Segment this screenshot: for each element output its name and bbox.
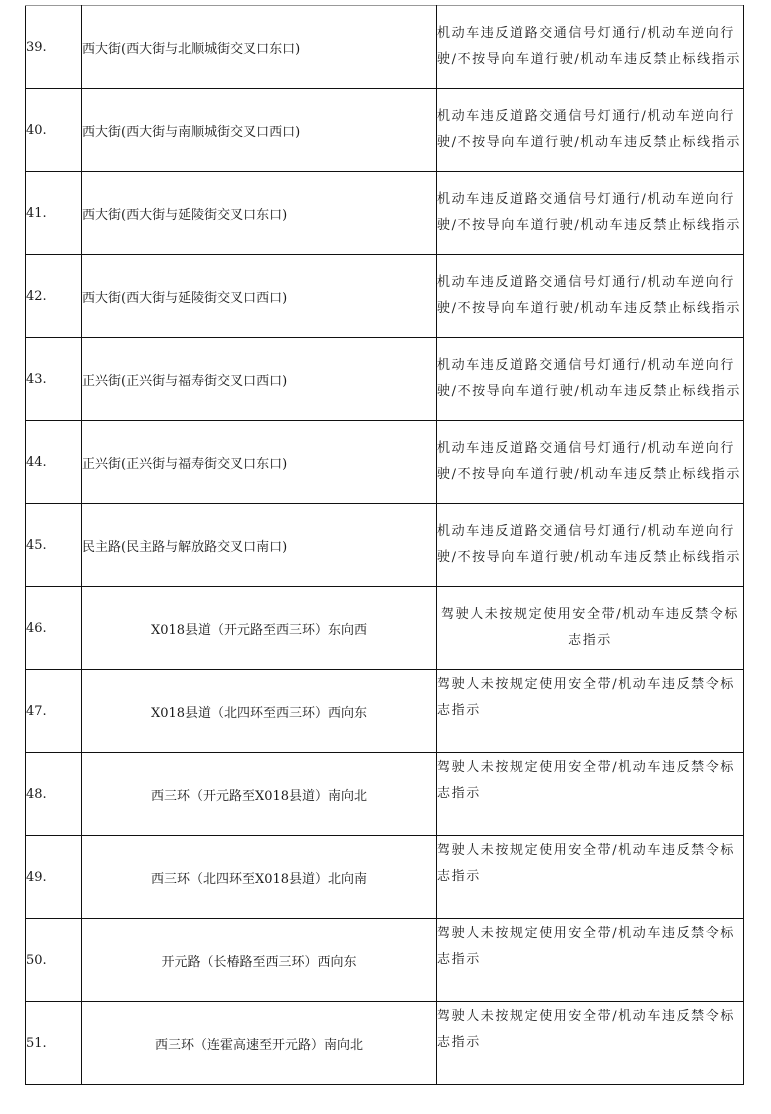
row-number: 44. [26, 421, 82, 504]
location-cell: X018县道（开元路至西三环）东向西 [82, 587, 437, 670]
table-row [26, 1002, 744, 1085]
table-row [26, 504, 744, 587]
violation-cell: 驾驶人未按规定使用安全带/机动车违反禁令标志指示 [437, 587, 744, 670]
table-row [26, 421, 744, 504]
location-cell: 西大街(西大街与南顺城街交叉口西口) [82, 89, 437, 172]
row-number: 45. [26, 504, 82, 587]
violation-cell: 机动车违反道路交通信号灯通行/机动车逆向行驶/不按导向车道行驶/机动车违反禁止标线指示 [437, 255, 744, 338]
row-number: 47. [26, 670, 82, 753]
row-number: 49. [26, 836, 82, 919]
violation-cell: 机动车违反道路交通信号灯通行/机动车逆向行驶/不按导向车道行驶/机动车违反禁止标线指示 [437, 504, 744, 587]
location-cell: 正兴街(正兴街与福寿街交叉口东口) [82, 421, 437, 504]
table-row [26, 836, 744, 919]
table-row [26, 919, 744, 1002]
row-number: 40. [26, 89, 82, 172]
row-number: 51. [26, 1002, 82, 1085]
violation-cell: 机动车违反道路交通信号灯通行/机动车逆向行驶/不按导向车道行驶/机动车违反禁止标线指示 [437, 421, 744, 504]
location-cell: 西三环（北四环至X018县道）北向南 [82, 836, 437, 919]
violation-table [25, 5, 744, 1085]
location-cell: 西大街(西大街与延陵街交叉口西口) [82, 255, 437, 338]
row-number: 48. [26, 753, 82, 836]
violation-cell: 机动车违反道路交通信号灯通行/机动车逆向行驶/不按导向车道行驶/机动车违反禁止标线指示 [437, 89, 744, 172]
location-cell: X018县道（北四环至西三环）西向东 [82, 670, 437, 753]
location-cell: 西大街(西大街与北顺城街交叉口东口) [82, 6, 437, 89]
row-number: 41. [26, 172, 82, 255]
table-row [26, 670, 744, 753]
table-row [26, 753, 744, 836]
table-row [26, 6, 744, 89]
row-number: 43. [26, 338, 82, 421]
violation-cell: 驾驶人未按规定使用安全带/机动车违反禁令标志指示 [437, 919, 744, 1002]
table-row [26, 255, 744, 338]
location-cell: 西三环（开元路至X018县道）南向北 [82, 753, 437, 836]
row-number: 42. [26, 255, 82, 338]
table-row [26, 338, 744, 421]
location-cell: 正兴街(正兴街与福寿街交叉口西口) [82, 338, 437, 421]
row-number: 50. [26, 919, 82, 1002]
violation-table-body [26, 6, 744, 1085]
location-cell: 西大街(西大街与延陵街交叉口东口) [82, 172, 437, 255]
violation-cell: 机动车违反道路交通信号灯通行/机动车逆向行驶/不按导向车道行驶/机动车违反禁止标线指示 [437, 172, 744, 255]
location-cell: 西三环（连霍高速至开元路）南向北 [82, 1002, 437, 1085]
row-number: 46. [26, 587, 82, 670]
location-cell: 民主路(民主路与解放路交叉口南口) [82, 504, 437, 587]
violation-cell: 驾驶人未按规定使用安全带/机动车违反禁令标志指示 [437, 1002, 744, 1085]
location-cell: 开元路（长椿路至西三环）西向东 [82, 919, 437, 1002]
violation-cell: 驾驶人未按规定使用安全带/机动车违反禁令标志指示 [437, 753, 744, 836]
row-number: 39. [26, 6, 82, 89]
table-row [26, 89, 744, 172]
table-row [26, 587, 744, 670]
violation-cell: 驾驶人未按规定使用安全带/机动车违反禁令标志指示 [437, 836, 744, 919]
violation-cell: 驾驶人未按规定使用安全带/机动车违反禁令标志指示 [437, 670, 744, 753]
table-row [26, 172, 744, 255]
violation-cell: 机动车违反道路交通信号灯通行/机动车逆向行驶/不按导向车道行驶/机动车违反禁止标线指示 [437, 6, 744, 89]
violation-cell: 机动车违反道路交通信号灯通行/机动车逆向行驶/不按导向车道行驶/机动车违反禁止标线指示 [437, 338, 744, 421]
